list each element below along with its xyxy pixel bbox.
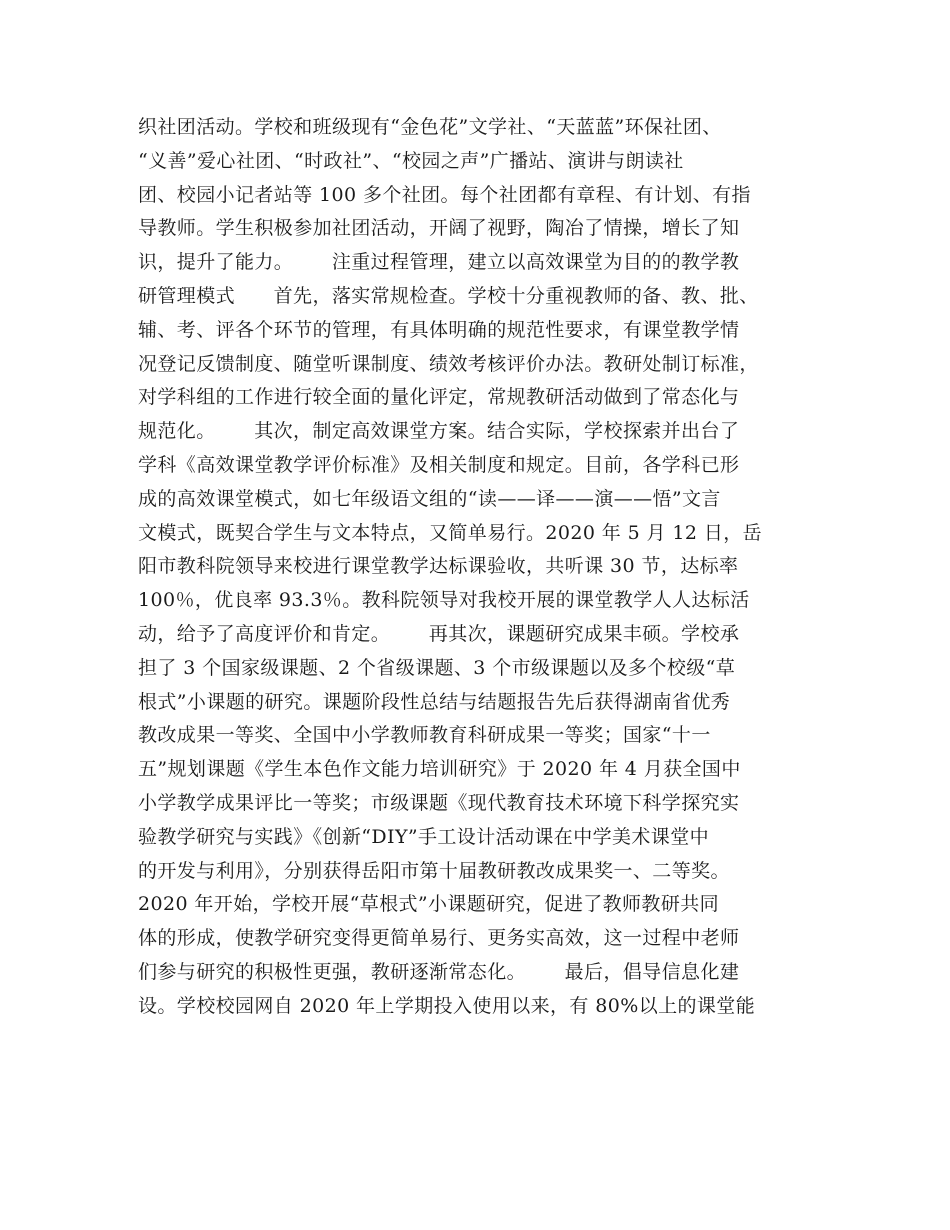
text-line: 况登记反馈制度、随堂听课制度、绩效考核评价办法。教研处制订标准，: [138, 352, 759, 375]
text-line: 根式”小课题的研究。课题阶段性总结与结题报告先后获得湖南省优秀: [138, 690, 731, 713]
text-line: 成的高效课堂模式，如七年级语文组的“读——译——演——悟”文言: [138, 487, 721, 510]
text-line: 导教师。学生积极参加社团活动，开阔了视野，陶冶了情操，增长了知: [138, 217, 740, 240]
text-line: 担了 3 个国家级课题、2 个省级课题、3 个市级课题以及多个校级“草: [138, 656, 736, 679]
text-line: 识，提升了能力。 注重过程管理，建立以高效课堂为目的的教学教: [138, 251, 740, 274]
text-line: 对学科组的工作进行较全面的量化评定，常规教研活动做到了常态化与: [138, 386, 740, 409]
text-line: 研管理模式 首先，落实常规检查。学校十分重视教师的备、教、批、: [138, 284, 759, 307]
text-line: 体的形成，使教学研究变得更简单易行、更务实高效，这一过程中老师: [138, 927, 740, 950]
text-line: 织社团活动。学校和班级现有“金色花”文学社、“天蓝蓝”环保社团、: [138, 116, 722, 138]
text-line: 设。学校校园网自 2020 年上学期投入使用以来，有 80%以上的课堂能: [138, 994, 756, 1017]
text-line: 辅、考、评各个环节的管理，有具体明确的规范性要求，有课堂教学情: [138, 318, 740, 341]
text-line: 规范化。 其次，制定高效课堂方案。结合实际，学校探索并出台了: [138, 420, 740, 443]
text-line: 们参与研究的积极性更强，教研逐渐常态化。 最后，倡导信息化建: [138, 960, 740, 983]
text-line: 100％，优良率 93.3％。教科院领导对我校开展的课堂教学人人达标活: [138, 589, 750, 612]
text-line: 团、校园小记者站等 100 多个社团。每个社团都有章程、有计划、有指: [138, 183, 751, 206]
text-line: “义善”爱心社团、“时政社”、“校园之声”广播站、演讲与朗读社: [138, 149, 684, 172]
text-line: 动，给予了高度评价和肯定。 再其次，课题研究成果丰硕。学校承: [138, 622, 740, 645]
body-text: [138, 111, 838, 1024]
text-line: 验教学研究与实践》《创新“DIY”手工设计活动课在中学美术课堂中: [138, 825, 710, 848]
text-line: 五”规划课题《学生本色作文能力培训研究》于 2020 年 4 月获全国中: [138, 758, 741, 781]
text-line: 文模式，既契合学生与文本特点，又简单易行。2020 年 5 月 12 日，岳: [138, 521, 763, 544]
text-line: 2020 年开始，学校开展“草根式”小课题研究，促进了教师教研共同: [138, 893, 720, 916]
text-line: 的开发与利用》，分别获得岳阳市第十届教研教改成果奖一、二等奖。: [138, 859, 730, 882]
text-line: 教改成果一等奖、全国中小学教师教育科研成果一等奖；国家“十一: [138, 724, 711, 747]
text-line: 学科《高效课堂教学评价标准》及相关制度和规定。目前，各学科已形: [138, 453, 740, 476]
text-line: 小学教学成果评比一等奖；市级课题《现代教育技术环境下科学探究实: [138, 791, 740, 814]
text-line: 阳市教科院领导来校进行课堂教学达标课验收，共听课 30 节，达标率: [138, 555, 739, 578]
